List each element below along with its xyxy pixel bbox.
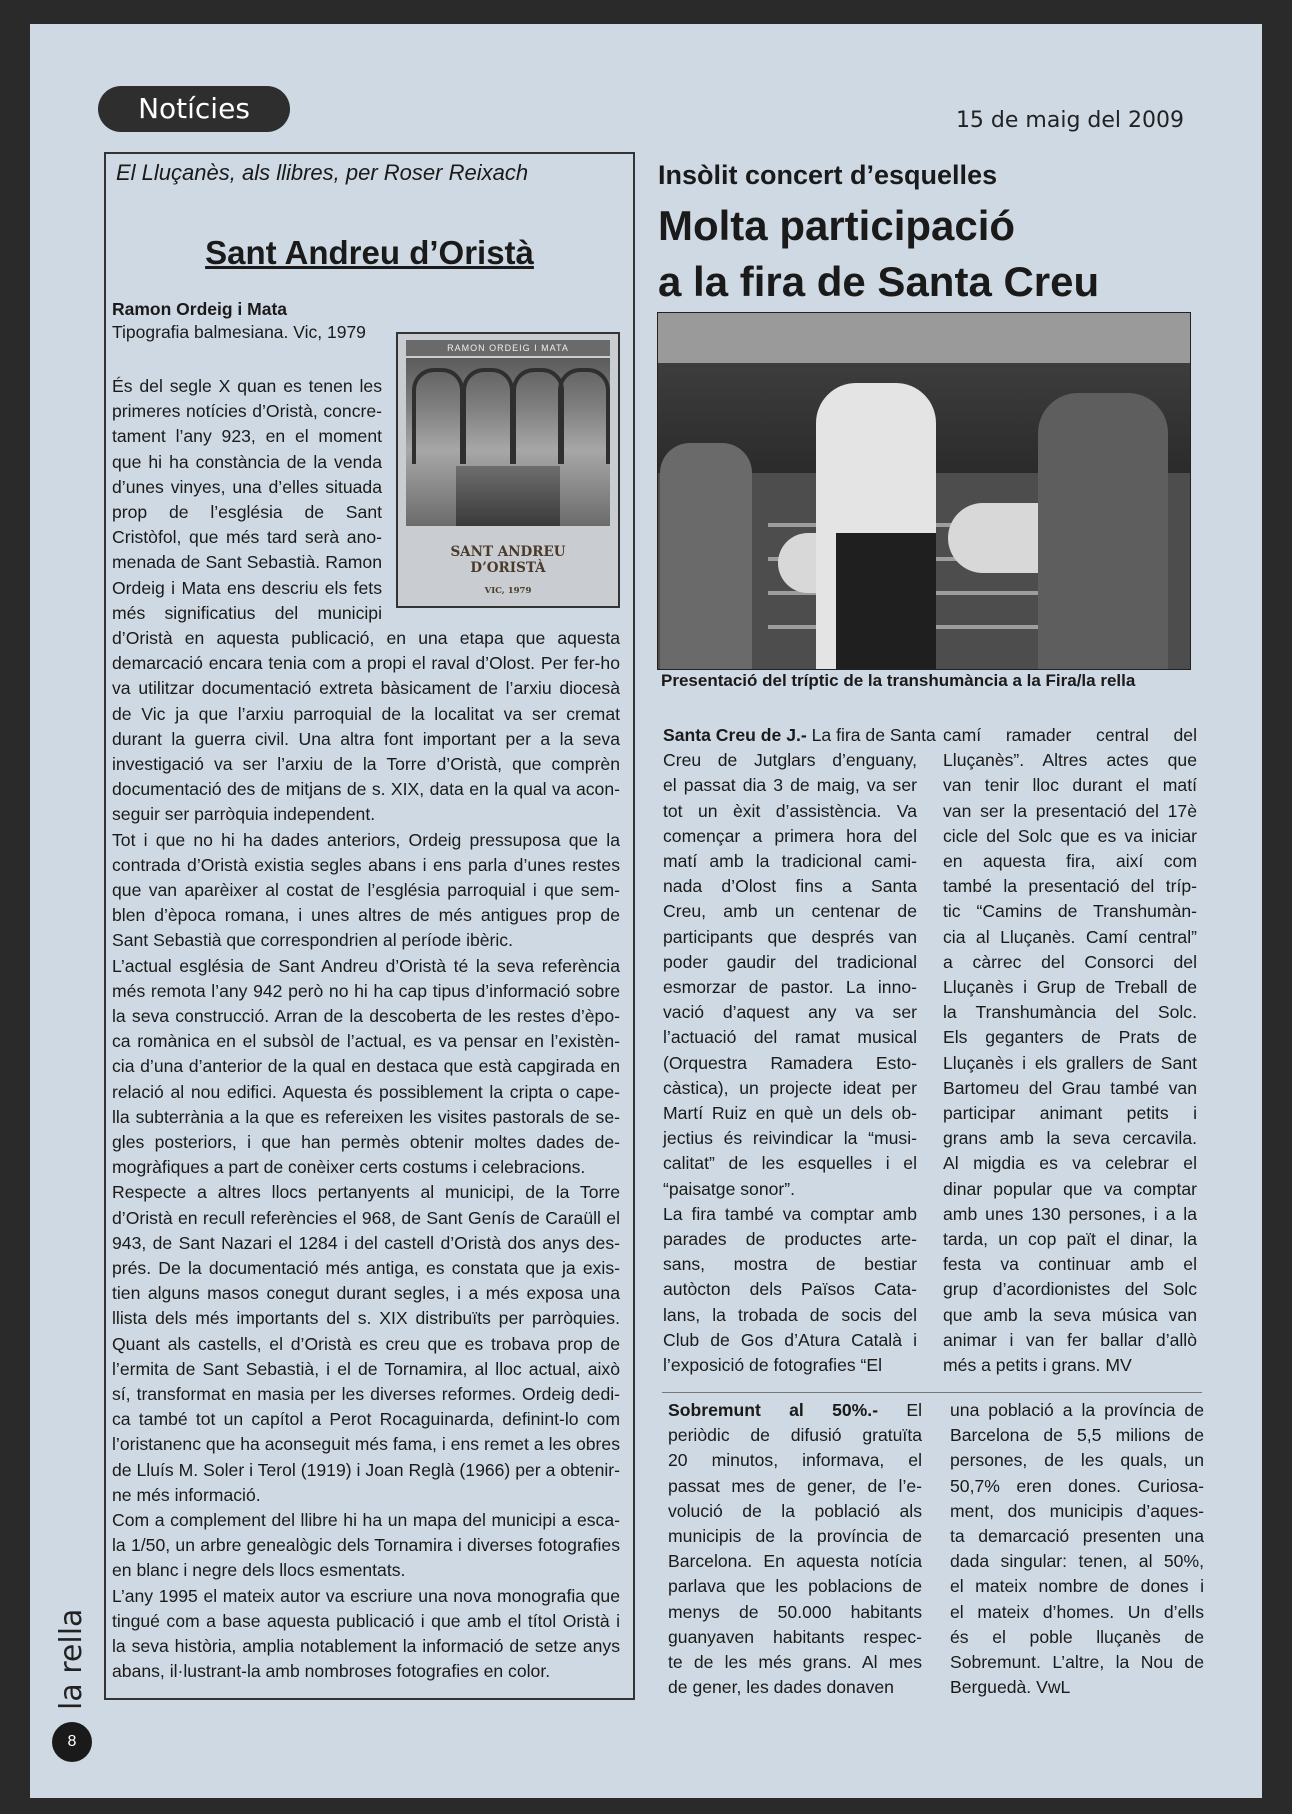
text-line: participants que després van (663, 926, 917, 947)
text-line: van ser la presentació del 17è (943, 800, 1197, 821)
review-line: documentació des de mitjans de s. XIX, data en la qual va acon- (112, 779, 620, 800)
review-line: d’unes vinyes, una d’elles situada (112, 476, 382, 497)
text-line: tarda, un cop paït el dinar, la (943, 1229, 1197, 1249)
text-line: sans, mostra de bestiar (663, 1254, 917, 1275)
text-line: tot un èxit d’assistència. Va (663, 800, 917, 821)
text-line: Lluçanès”. Altres actes que (943, 750, 1197, 771)
text-line: Sobremunt. L’altre, la Nou de (950, 1652, 1204, 1672)
review-line: primeres notícies d’Oristà, concre- (112, 401, 382, 422)
review-line: l’ermita de Sant Sebastià, i el de Tornamira, al lloc actual, això (112, 1358, 620, 1379)
text-line: festa va continuar amb el (943, 1254, 1197, 1275)
text-line: l’actuació del ramat musical (663, 1027, 917, 1048)
cover-title: SANT ANDREU D’ORISTÀ (450, 544, 566, 576)
text-line: el mateix nombre de dones i (950, 1576, 1204, 1597)
text-line: ta demarcació presenten una (950, 1526, 1204, 1546)
text-line: animar i van fer ballar d’allò (943, 1329, 1197, 1350)
review-line: en blanc i negre dels llocs esmentats. (112, 1560, 406, 1581)
page-number: 8 (52, 1722, 92, 1762)
text-line: cicle del Solc que es va iniciar (943, 825, 1197, 846)
text-line: dinar popular que va comptar (943, 1178, 1197, 1199)
text-line: ment, dos municipis d’aques- (950, 1500, 1204, 1521)
text-line: Santa Creu de J.- La fira de Santa (663, 725, 936, 745)
review-line: gles posteriors, i que han permès obtenir moltes dades de- (112, 1132, 620, 1152)
text-line: començar a primera hora del (663, 825, 917, 846)
review-line: demarcació encara tenia com a propi el raval d’Olost. Per fer-ho (112, 653, 620, 674)
text-line: lans, la trobada de socis del (663, 1304, 917, 1325)
review-line: 943, de Sant Nazari el 1284 i del castell d’Oristà dos anys des- (112, 1232, 620, 1253)
text-line: poder gaudir del tradicional (663, 951, 917, 972)
review-line: durant la guerra civil. Una altra font important per a la seva (112, 728, 620, 749)
review-line: seguir ser parròquia independent. (112, 804, 376, 825)
article-headline: Molta participació a la fira de Santa Creu (658, 202, 1100, 305)
review-line: ca també tot un capítol a Perot Rocaguinarda, definint-lo com (112, 1409, 620, 1430)
text-line: Barcelona. En aquesta notícia (668, 1551, 922, 1572)
review-line: que van aparèixer al costat de l’església parroquial i que sem- (112, 880, 620, 900)
text-line: càstica), un projecte ideat per (663, 1077, 917, 1098)
review-line: L’actual església de Sant Andreu d’Oristà té la seva referència (112, 955, 620, 976)
review-line: la seva construcció. Arran de la descoberta de les restes d’èpo- (112, 1006, 620, 1026)
review-line: tingué com a base aquesta publicació i que amb el títol Oristà i (112, 1610, 620, 1631)
text-line: el mateix d’homes. Un d’ells (950, 1601, 1204, 1622)
text-line: 50,7% eren dones. Curiosa- (950, 1475, 1204, 1496)
series-title: El Lluçanès, als llibres, per Roser Reixach (116, 160, 529, 185)
photo-caption: Presentació del tríptic de la transhumància a la Fira/la rella (661, 671, 1136, 690)
book-cover-image (396, 332, 620, 608)
review-line: va utilitzar documentació extreta bàsicament de l’arxiu diocesà (112, 678, 620, 699)
review-line: prop de l’església de Sant (112, 502, 382, 522)
text-line: la Transhumància del Solc. (943, 1002, 1197, 1023)
review-line: prés. De la documentació més antiga, es constata que ja exis- (112, 1258, 620, 1278)
text-line: periòdic de difusió gratuïta (668, 1425, 922, 1446)
text-line: tic “Camins de Transhumàn- (943, 901, 1197, 922)
review-line: tament l’any 923, en el moment (112, 426, 382, 447)
text-line: Martí Ruiz en què un dels ob- (663, 1103, 917, 1123)
review-line: investigació va ser l’arxiu de la Torre d’Oristà, que comprèn (112, 754, 620, 774)
section-tag: Notícies (98, 86, 290, 132)
review-line: de Lluís M. Soler i Terol (1919) i Joan Reglà (1966) per a obtenir- (112, 1459, 620, 1480)
review-line: Quant als castells, el d’Oristà es creu que es trobava prop de (112, 1333, 620, 1354)
cover-crypt-photo (406, 358, 610, 526)
text-line: municipis de la província de (668, 1526, 922, 1546)
cover-author-label: RAMON ORDEIG I MATA (406, 340, 610, 356)
review-line: la 1/50, un arbre genealògic dels Tornamira i diverses fotografies (112, 1535, 620, 1556)
book-review-box (104, 152, 635, 1700)
column-divider (662, 1392, 1202, 1393)
fair-photo (657, 312, 1191, 670)
book-title: Sant Andreu d’Oristà (205, 234, 534, 271)
review-line: lla subterrània a la que es refereixen les visites pastorals de se- (112, 1106, 620, 1127)
review-line: abans, il·lustrant-la amb nombroses fotografies en color. (112, 1661, 551, 1682)
review-line: Ordeig i Mata ens descriu els fets (112, 577, 382, 598)
text-line: Berguedà. VwL (950, 1677, 1071, 1698)
text-line: a càrrec del Consorci del (943, 951, 1197, 972)
text-line: guanyaven habitants respec- (668, 1626, 922, 1647)
text-line: grup d’acordionistes del Solc (943, 1279, 1197, 1300)
text-line: Lluçanès i Grup de Treball de (943, 977, 1197, 997)
book-author: Ramon Ordeig i Mata (112, 299, 288, 319)
review-line: tien alguns masos conegut durant segles, i a més exposa una (112, 1283, 620, 1304)
publication-name: la rella (54, 1608, 89, 1710)
text-line: calitat” de les esquelles i el (663, 1153, 917, 1174)
text-line: el passat dia 3 de maig, va ser (663, 775, 917, 796)
text-line: Els geganters de Prats de (943, 1027, 1197, 1048)
text-line: de gener, les dades donaven (668, 1677, 894, 1698)
book-publisher: Tipografia balmesiana. Vic, 1979 (112, 322, 366, 342)
text-line: Al migdia es va celebrar el (943, 1153, 1197, 1174)
review-line: blen d’època romana, i unes altres de més antigues prop de (112, 905, 620, 926)
text-line: Bartomeu del Grau també van (943, 1077, 1197, 1098)
review-line: Com a complement del llibre hi ha un mapa del municipi a esca- (112, 1510, 620, 1530)
review-line: cia d’una d’anterior de la qual en destaca que està capgirada en (112, 1056, 620, 1077)
text-line: amb unes 130 persones, i a la (943, 1203, 1197, 1224)
review-line: Cristòfol, que més tard serà ano- (112, 527, 382, 548)
text-line: que amb la seva música van (943, 1304, 1197, 1325)
review-line: Sant Sebastià que correspondrien al període ibèric. (112, 930, 513, 951)
text-line: una població a la província de (950, 1400, 1204, 1420)
review-line: ca romànica en el subsòl de l’actual, es va pensar en l’existèn- (112, 1031, 620, 1052)
review-line: l’oristanenc que ha aconseguit més fama, i ens remet a les obres (112, 1434, 620, 1455)
text-line: “paisatge sonor”. (663, 1178, 796, 1199)
text-line: autòcton dels Països Cata- (663, 1279, 917, 1300)
review-line: la seva història, amplia notablement la informació de setze anys (112, 1636, 620, 1656)
text-line: van tenir lloc durant el matí (943, 775, 1197, 796)
text-line: jectius és reivindicar la “musi- (663, 1128, 917, 1149)
review-line: sí, transformat en masia per les diverses reformes. Ordeig dedi- (112, 1384, 620, 1404)
text-line: dada singular: tenen, al 50%, (950, 1551, 1204, 1572)
text-line: cia al Lluçanès. Camí central” (943, 926, 1197, 947)
review-line: llista dels més importants del s. XIX distribuïts per parròquies. (112, 1308, 620, 1329)
review-line: de Vic ja que l’arxiu parroquial de la localitat va ser cremat (112, 703, 620, 724)
review-line: Tot i que no hi ha dades anteriors, Ordeig pressuposa que la (112, 829, 620, 850)
review-line: mogràfiques a part de conèixer certs costums i celebracions. (112, 1157, 586, 1178)
review-line: més remota l’any 942 però no hi ha cap tipus d’informació sobre (112, 980, 620, 1001)
text-line: Barcelona de 5,5 milions de (950, 1425, 1204, 1446)
text-line: Club de Gos d’Atura Català i (663, 1329, 917, 1350)
review-line: menada de Sant Sebastià. Ramon (112, 552, 382, 573)
review-line: més significatius del municipi (112, 602, 382, 623)
text-line: grans amb la seva cercavila. (943, 1128, 1197, 1149)
text-line: Lluçanès i els grallers de Sant (943, 1052, 1197, 1073)
text-line: vació d’aquest any va ser (663, 1002, 917, 1023)
review-line: relació al nou edifici. Aquesta és possiblement la cripta o cape- (112, 1081, 620, 1102)
text-line: La fira també va comptar amb (663, 1203, 917, 1224)
text-line: passat mes de gener, de l’e- (668, 1475, 922, 1496)
review-line: d’Oristà en aquesta publicació, en una etapa que aquesta (112, 628, 620, 648)
text-line: matí amb la tradicional cami- (663, 851, 917, 871)
text-line: 20 minutos, informava, el (668, 1450, 922, 1471)
text-line: te de les més grans. Al mes (668, 1652, 922, 1672)
review-line: contrada d’Oristà existia segles abans i ens parla d’unes restes (112, 854, 620, 875)
text-line: Creu, amb un centenar de (663, 901, 917, 922)
text-line: volució de la població als (668, 1500, 922, 1521)
text-line: parades de productes arte- (663, 1229, 917, 1249)
article-kicker: Insòlit concert d’esquelles (658, 160, 998, 190)
text-line: esmorzar de pastor. La inno- (663, 977, 917, 997)
review-line: que hi ha constància de la venda (112, 451, 382, 472)
text-line: camí ramader central del (943, 725, 1197, 745)
text-line: (Orquestra Ramadera Esto- (663, 1052, 917, 1073)
text-line: Creu de Jutglars d’enguany, (663, 750, 917, 771)
text-line: parlava que les poblacions de (668, 1576, 922, 1597)
text-line: participar animant petits i (943, 1103, 1197, 1123)
review-line: Respecte a altres llocs pertanyents al municipi, de la Torre (112, 1182, 620, 1203)
text-line: l’exposició de fotografies “El (663, 1355, 883, 1375)
text-line: menys de 50.000 habitants (668, 1601, 922, 1622)
review-line: ne més informació. (112, 1484, 261, 1505)
text-line: persones, de les quals, un (950, 1450, 1204, 1471)
review-line: L’any 1995 el mateix autor va escriure una nova monografia que (112, 1585, 620, 1606)
issue-date: 15 de maig del 2009 (955, 108, 1184, 133)
text-line: és el poble lluçanès de (950, 1626, 1204, 1647)
text-line: Sobremunt al 50%.- El (668, 1400, 922, 1420)
review-line: És del segle X quan es tenen les (112, 376, 382, 396)
text-line: més a petits i grans. MV (943, 1355, 1132, 1375)
cover-place: VIC, 1979 (484, 586, 532, 596)
text-line: també la presentació del tríp- (943, 876, 1197, 897)
review-line: d’Oristà en recull referències el 968, de Sant Genís de Caraüll el (112, 1207, 620, 1228)
text-line: en aquesta fira, així com (943, 851, 1197, 871)
text-line: nada d’Olost fins a Santa (663, 876, 917, 897)
